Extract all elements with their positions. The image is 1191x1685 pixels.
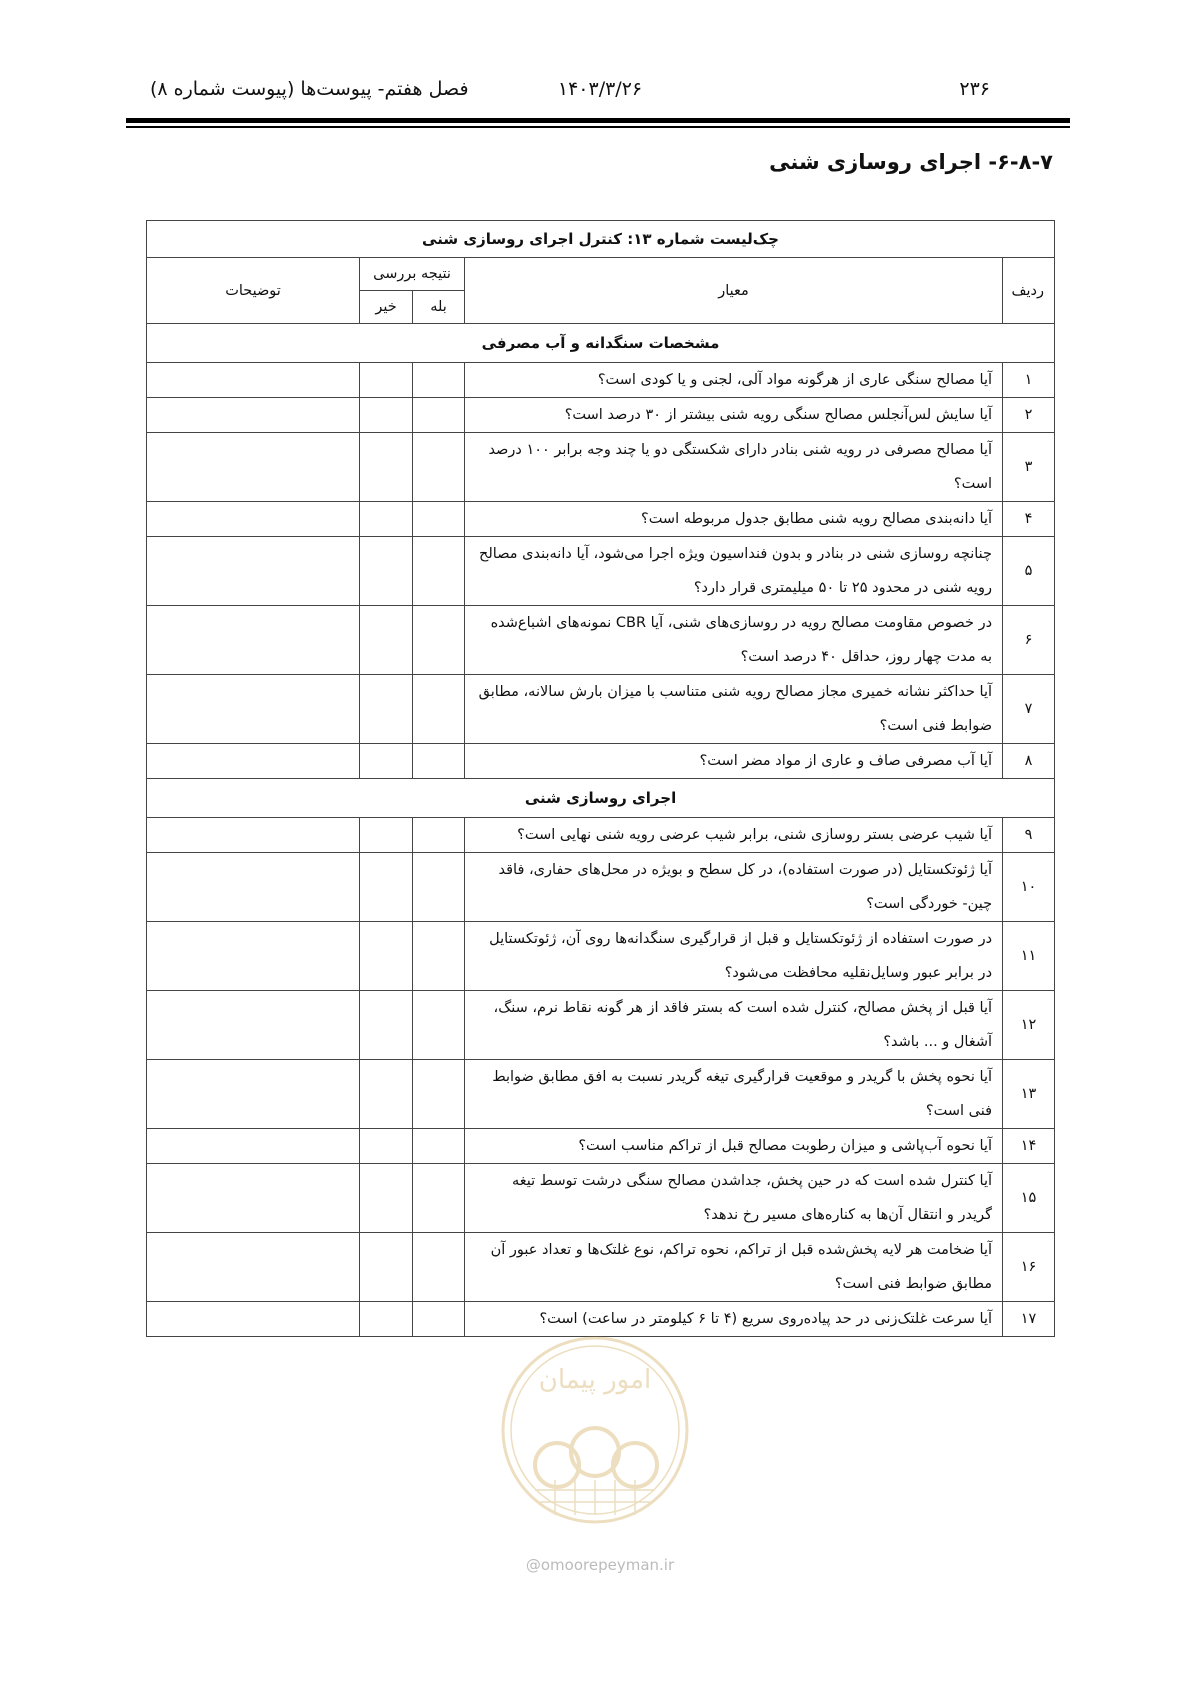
table-row — [147, 1060, 1055, 1129]
chapter-title: فصل هفتم- پیوست‌ها (پیوست شماره ۸) — [150, 78, 469, 100]
yes-cell[interactable] — [413, 1129, 465, 1164]
row-number: ۱۱ — [1003, 922, 1055, 991]
section-title: ۶-۸-۷- اجرای روسازی شنی — [769, 150, 1053, 174]
no-cell[interactable] — [360, 818, 413, 853]
criterion-text: آیا سایش لس‌آنجلس مصالح سنگی رویه شنی بیشتر از ۳۰ درصد است؟ — [465, 398, 1003, 433]
checklist-caption: چک‌لیست شماره ۱۳: کنترل اجرای روسازی شنی — [147, 221, 1055, 258]
notes-cell[interactable] — [147, 922, 360, 991]
yes-cell[interactable] — [413, 853, 465, 922]
no-cell[interactable] — [360, 744, 413, 779]
yes-cell[interactable] — [413, 744, 465, 779]
col-result-header: نتیجه بررسی — [360, 258, 465, 291]
criterion-text: آیا ضخامت هر لایه پخش‌شده قبل از تراکم، نحوه تراکم، نوع غلتک‌ها و تعداد عبور آن مطابق ضوابط فنی است؟ — [465, 1233, 1003, 1302]
no-cell[interactable] — [360, 1060, 413, 1129]
yes-cell[interactable] — [413, 363, 465, 398]
table-row — [147, 502, 1055, 537]
yes-cell[interactable] — [413, 1302, 465, 1337]
criterion-text: آیا دانه‌بندی مصالح رویه شنی مطابق جدول مربوطه است؟ — [465, 502, 1003, 537]
criterion-text: آیا کنترل شده است که در حین پخش، جداشدن مصالح سنگی درشت توسط تیغه گریدر و انتقال آن‌ها به کناره‌های مسیر رخ ندهد؟ — [465, 1164, 1003, 1233]
row-number: ۱۴ — [1003, 1129, 1055, 1164]
table-row — [147, 1164, 1055, 1233]
yes-cell[interactable] — [413, 675, 465, 744]
yes-cell[interactable] — [413, 922, 465, 991]
table-row — [147, 1129, 1055, 1164]
header-rule-thin — [126, 126, 1070, 128]
no-cell[interactable] — [360, 991, 413, 1060]
watermark-logo — [495, 1330, 695, 1540]
notes-cell[interactable] — [147, 1060, 360, 1129]
no-cell[interactable] — [360, 398, 413, 433]
col-criterion-header: معیار — [465, 258, 1003, 324]
table-row — [147, 1233, 1055, 1302]
criterion-text: آیا نحوه آب‌پاشی و میزان رطوبت مصالح قبل از تراکم مناسب است؟ — [465, 1129, 1003, 1164]
checklist-table — [146, 220, 1055, 1337]
criterion-text: آیا ژئوتکستایل (در صورت استفاده)، در کل سطح و بویژه در محل‌های حفاری، فاقد چین- خوردگی است؟ — [465, 853, 1003, 922]
row-number: ۱۲ — [1003, 991, 1055, 1060]
row-number: ۲ — [1003, 398, 1055, 433]
table-row — [147, 363, 1055, 398]
criterion-text: چنانچه روسازی شنی در بنادر و بدون فنداسیون ویژه اجرا می‌شود، آیا دانه‌بندی مصالح رویه شنی در محدود ۲۵ تا ۵۰ میلیمتری قرار دارد؟ — [465, 537, 1003, 606]
notes-cell[interactable] — [147, 1302, 360, 1337]
row-number: ۷ — [1003, 675, 1055, 744]
row-number: ۱۷ — [1003, 1302, 1055, 1337]
table-row — [147, 991, 1055, 1060]
no-cell[interactable] — [360, 537, 413, 606]
row-number: ۱۶ — [1003, 1233, 1055, 1302]
notes-cell[interactable] — [147, 991, 360, 1060]
no-cell[interactable] — [360, 606, 413, 675]
row-number: ۱۳ — [1003, 1060, 1055, 1129]
no-cell[interactable] — [360, 922, 413, 991]
section-header: اجرای روسازی شنی — [147, 779, 1055, 818]
notes-cell[interactable] — [147, 675, 360, 744]
no-cell[interactable] — [360, 1164, 413, 1233]
table-row — [147, 853, 1055, 922]
notes-cell[interactable] — [147, 1233, 360, 1302]
notes-cell[interactable] — [147, 363, 360, 398]
criterion-text: در صورت استفاده از ژئوتکستایل و قبل از قرارگیری سنگدانه‌ها روی آن، ژئوتکستایل در برابر عبور وسایل‌نقلیه محافظت می‌شود؟ — [465, 922, 1003, 991]
criterion-text: در خصوص مقاومت مصالح رویه در روسازی‌های شنی، آیا CBR نمونه‌های اشباع‌شده به مدت چهار روز، حداقل ۴۰ درصد است؟ — [465, 606, 1003, 675]
criterion-text: آیا سرعت غلتک‌زنی در حد پیاده‌روی سریع (۴ تا ۶ کیلومتر در ساعت) است؟ — [465, 1302, 1003, 1337]
notes-cell[interactable] — [147, 818, 360, 853]
notes-cell[interactable] — [147, 398, 360, 433]
watermark-logo-text: امور پیمان — [538, 1365, 652, 1395]
no-cell[interactable] — [360, 363, 413, 398]
table-row — [147, 537, 1055, 606]
col-no-header: خیر — [360, 291, 413, 324]
criterion-text: آیا شیب عرضی بستر روسازی شنی، برابر شیب عرضی رویه شنی نهایی است؟ — [465, 818, 1003, 853]
no-cell[interactable] — [360, 433, 413, 502]
notes-cell[interactable] — [147, 502, 360, 537]
notes-cell[interactable] — [147, 537, 360, 606]
yes-cell[interactable] — [413, 606, 465, 675]
table-row — [147, 398, 1055, 433]
notes-cell[interactable] — [147, 606, 360, 675]
criterion-text: آیا مصالح مصرفی در رویه شنی بنادر دارای شکستگی دو یا چند وجه برابر ۱۰۰ درصد است؟ — [465, 433, 1003, 502]
yes-cell[interactable] — [413, 1164, 465, 1233]
col-row-header: ردیف — [1003, 258, 1055, 324]
header-date: ۱۴۰۳/۳/۲۶ — [557, 78, 643, 100]
header-rule-thick — [126, 118, 1070, 123]
notes-cell[interactable] — [147, 1129, 360, 1164]
yes-cell[interactable] — [413, 433, 465, 502]
table-row — [147, 675, 1055, 744]
watermark-url: @omoorepeyman.ir — [525, 1556, 675, 1574]
notes-cell[interactable] — [147, 853, 360, 922]
criterion-text: آیا آب مصرفی صاف و عاری از مواد مضر است؟ — [465, 744, 1003, 779]
col-yes-header: بله — [413, 291, 465, 324]
notes-cell[interactable] — [147, 1164, 360, 1233]
row-number: ۴ — [1003, 502, 1055, 537]
row-number: ۳ — [1003, 433, 1055, 502]
row-number: ۱۰ — [1003, 853, 1055, 922]
yes-cell[interactable] — [413, 1233, 465, 1302]
no-cell[interactable] — [360, 853, 413, 922]
no-cell[interactable] — [360, 1233, 413, 1302]
no-cell[interactable] — [360, 502, 413, 537]
yes-cell[interactable] — [413, 398, 465, 433]
no-cell[interactable] — [360, 1129, 413, 1164]
yes-cell[interactable] — [413, 818, 465, 853]
yes-cell[interactable] — [413, 991, 465, 1060]
table-row — [147, 744, 1055, 779]
row-number: ۱ — [1003, 363, 1055, 398]
yes-cell[interactable] — [413, 1060, 465, 1129]
row-number: ۶ — [1003, 606, 1055, 675]
col-notes-header: توضیحات — [147, 258, 360, 324]
row-number: ۱۵ — [1003, 1164, 1055, 1233]
row-number: ۵ — [1003, 537, 1055, 606]
page-header — [150, 78, 1050, 108]
yes-cell[interactable] — [413, 537, 465, 606]
table-row — [147, 922, 1055, 991]
page-number: ۲۳۶ — [959, 78, 990, 100]
notes-cell[interactable] — [147, 433, 360, 502]
table-row — [147, 433, 1055, 502]
notes-cell[interactable] — [147, 744, 360, 779]
no-cell[interactable] — [360, 675, 413, 744]
table-row — [147, 606, 1055, 675]
row-number: ۹ — [1003, 818, 1055, 853]
section-header: مشخصات سنگدانه و آب مصرفی — [147, 324, 1055, 363]
row-number: ۸ — [1003, 744, 1055, 779]
table-row — [147, 818, 1055, 853]
criterion-text: آیا حداکثر نشانه خمیری مجاز مصالح رویه شنی متناسب با میزان بارش سالانه، مطابق ضوابط فنی است؟ — [465, 675, 1003, 744]
criterion-text: آیا نحوه پخش با گریدر و موقعیت قرارگیری تیغه گریدر نسبت به افق مطابق ضوابط فنی است؟ — [465, 1060, 1003, 1129]
criterion-text: آیا قبل از پخش مصالح، کنترل شده است که بستر فاقد از هر گونه نقاط نرم، سنگ، آشغال و ... باشد؟ — [465, 991, 1003, 1060]
criterion-text: آیا مصالح سنگی عاری از هرگونه مواد آلی، لجنی و یا کودی است؟ — [465, 363, 1003, 398]
no-cell[interactable] — [360, 1302, 413, 1337]
yes-cell[interactable] — [413, 502, 465, 537]
